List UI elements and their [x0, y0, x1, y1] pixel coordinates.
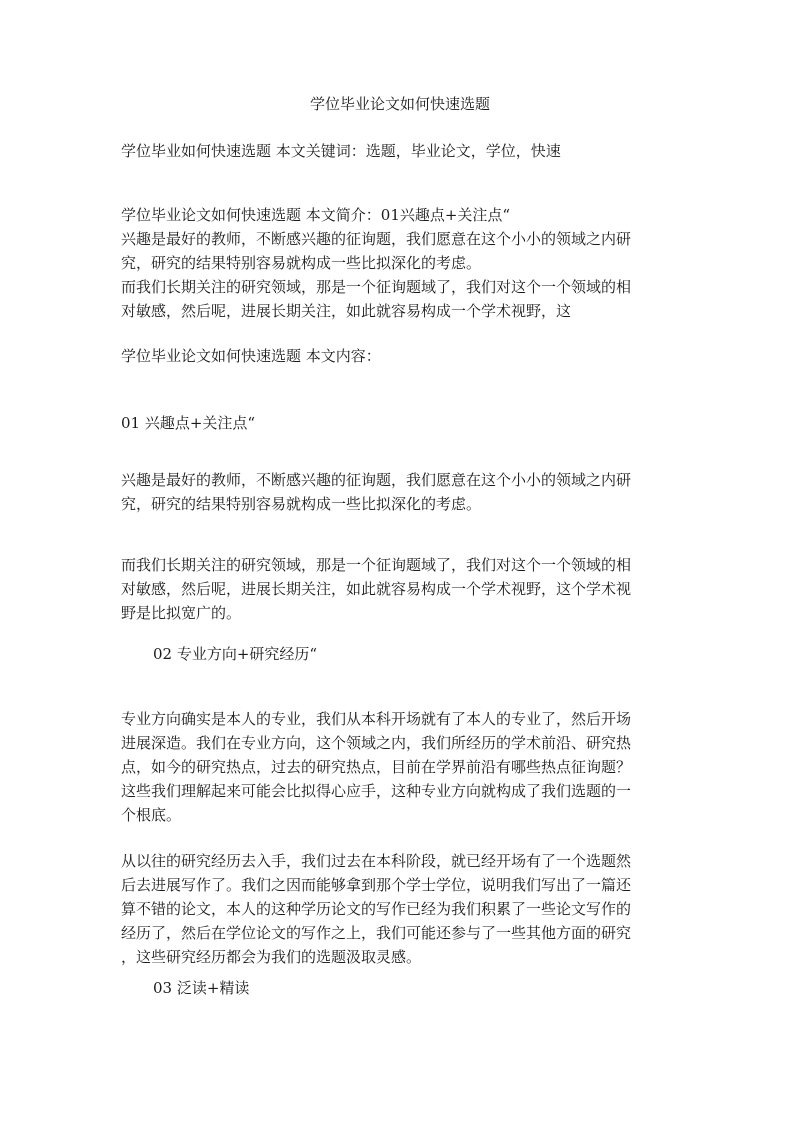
paragraph-4: [121, 849, 681, 969]
paragraph-line: 从以往的研究经历去入手，我们过去在本科阶段，就已经开场有了一个选题然: [121, 852, 632, 870]
paragraph-line: 专业方向确实是本人的专业，我们从本科开场就有了本人的专业了，然后开场: [121, 710, 632, 728]
paragraph-line: 而我们长期关注的研究领域，那是一个征询题域了，我们对这个一个领域的相: [121, 556, 632, 574]
summary-paragraph: [121, 203, 681, 323]
section-heading-1: 01 兴趣点+关注点“: [121, 414, 256, 432]
paragraph-2: [121, 553, 681, 625]
summary-line: 对敏感，然后呢，进展长期关注，如此就容易构成一个学术视野，这: [121, 302, 572, 320]
paragraph-line: 个根底。: [121, 806, 182, 824]
paragraph-line: 这些我们理解起来可能会比拟得心应手，这种专业方向就构成了我们选题的一: [121, 782, 632, 800]
paragraph-line: 后去进展写作了。我们之因而能够拿到那个学士学位，说明我们写出了一篇还: [121, 876, 632, 894]
paragraph-line: 究，研究的结果特别容易就构成一些比拟深化的考虑。: [121, 495, 482, 513]
paragraph-line: 对敏感，然后呢，进展长期关注，如此就容易构成一个学术视野，这个学术视: [121, 580, 632, 598]
paragraph-line: ，这些研究经历都会为我们的选题汲取灵感。: [121, 948, 422, 966]
summary-line: 兴趣是最好的教师，不断感兴趣的征询题，我们愿意在这个小小的领域之内研: [121, 230, 632, 248]
paragraph-line: 野是比拟宽广的。: [121, 604, 242, 622]
paragraph-line: 算不错的论文，本人的这种学历论文的写作已经为我们积累了一些论文写作的: [121, 900, 632, 918]
summary-line: 究，研究的结果特别容易就构成一些比拟深化的考虑。: [121, 254, 482, 272]
section-heading-2: 02 专业方向+研究经历“: [153, 645, 318, 663]
paragraph-line: 经历了，然后在学位论文的写作之上，我们可能还参与了一些其他方面的研究: [121, 924, 632, 942]
paragraph-1: [121, 468, 681, 516]
paragraph-line: 点，如今的研究热点，过去的研究热点，目前在学界前沿有哪些热点征询题？: [121, 758, 632, 776]
summary-line: 学位毕业论文如何快速选题 本文简介：01兴趣点+关注点“: [121, 206, 511, 224]
document-title: 学位毕业论文如何快速选题: [309, 95, 490, 113]
content-heading: 学位毕业论文如何快速选题 本文内容：: [121, 347, 381, 365]
keywords-line: 学位毕业如何快速选题 本文关键词：选题，毕业论文，学位，快速: [121, 142, 561, 160]
paragraph-3: [121, 707, 681, 827]
paragraph-line: 进展深造。我们在专业方向，这个领域之内，我们所经历的学术前沿、研究热: [121, 734, 632, 752]
section-heading-3: 03 泛读+精读: [153, 979, 250, 997]
summary-line: 而我们长期关注的研究领域，那是一个征询题域了，我们对这个一个领域的相: [121, 278, 632, 296]
paragraph-line: 兴趣是最好的教师，不断感兴趣的征询题，我们愿意在这个小小的领域之内研: [121, 471, 632, 489]
